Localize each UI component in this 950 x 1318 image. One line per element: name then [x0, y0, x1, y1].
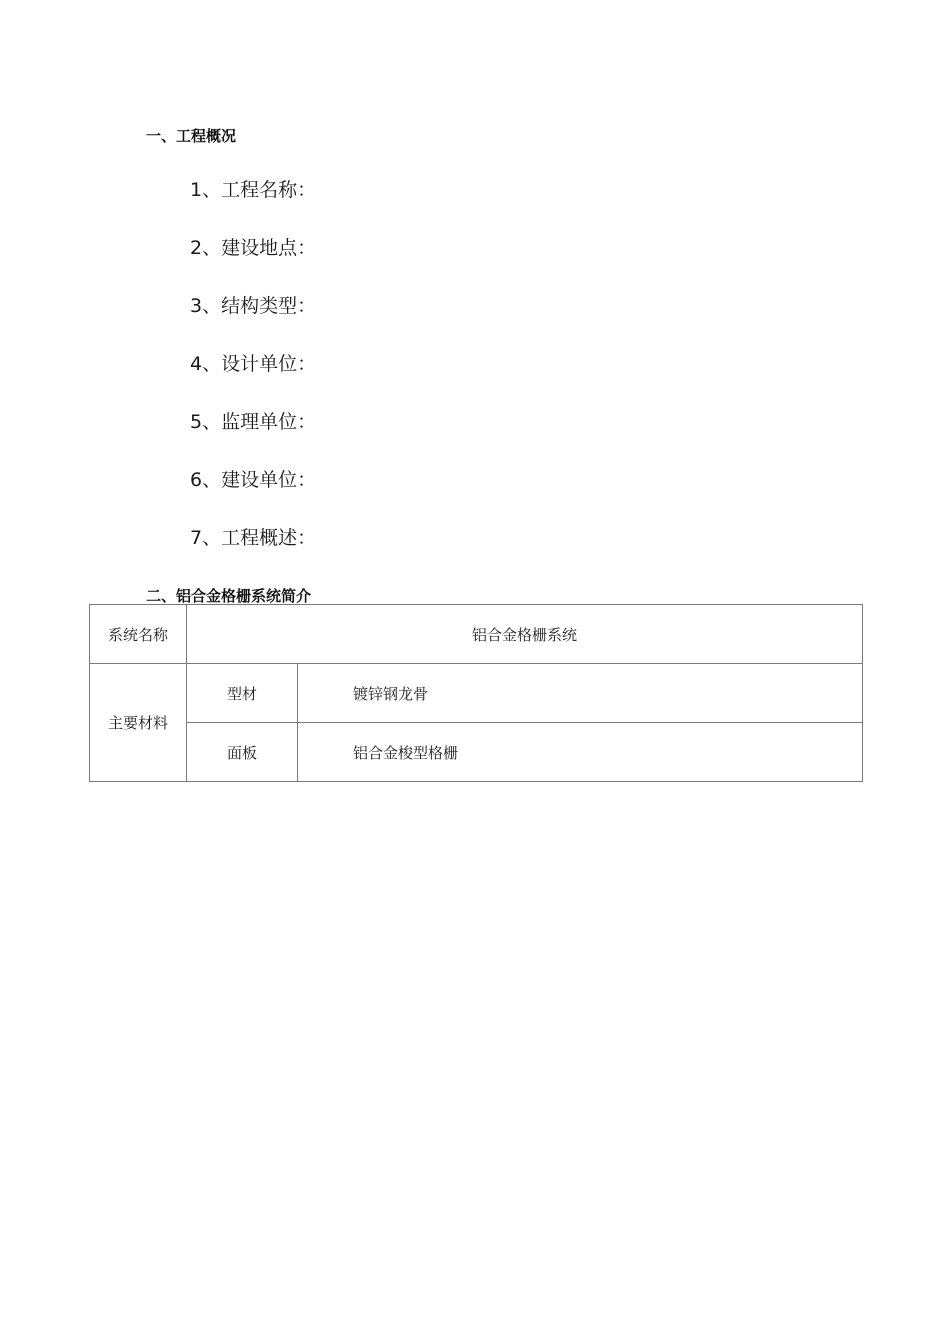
material-value-cell: 镀锌钢龙骨 [298, 664, 863, 723]
overview-item-structure-type: 3、结构类型： [190, 295, 317, 317]
overview-item-design-unit: 4、设计单位： [190, 353, 317, 375]
material-value-cell: 铝合金梭型格栅 [298, 723, 863, 782]
section-heading-grille-system: 二、铝合金格栅系统简介 [146, 587, 312, 605]
system-name-label: 系统名称 [90, 605, 187, 664]
material-type-cell: 型材 [187, 664, 298, 723]
overview-item-supervision-unit: 5、监理单位： [190, 411, 317, 433]
overview-item-construction-unit: 6、建设单位： [190, 469, 317, 491]
table-row [90, 723, 863, 782]
overview-item-project-name: 1、工程名称： [190, 179, 317, 201]
table-row [90, 605, 863, 664]
system-name-value: 铝合金格栅系统 [187, 605, 863, 664]
overview-item-location: 2、建设地点： [190, 237, 317, 259]
overview-item-summary: 7、工程概述： [190, 527, 317, 549]
grille-system-table [89, 604, 863, 782]
main-materials-label: 主要材料 [90, 664, 187, 782]
section-heading-overview: 一、工程概况 [146, 127, 237, 145]
table-row [90, 664, 863, 723]
overview-list [190, 177, 316, 583]
material-type-cell: 面板 [187, 723, 298, 782]
